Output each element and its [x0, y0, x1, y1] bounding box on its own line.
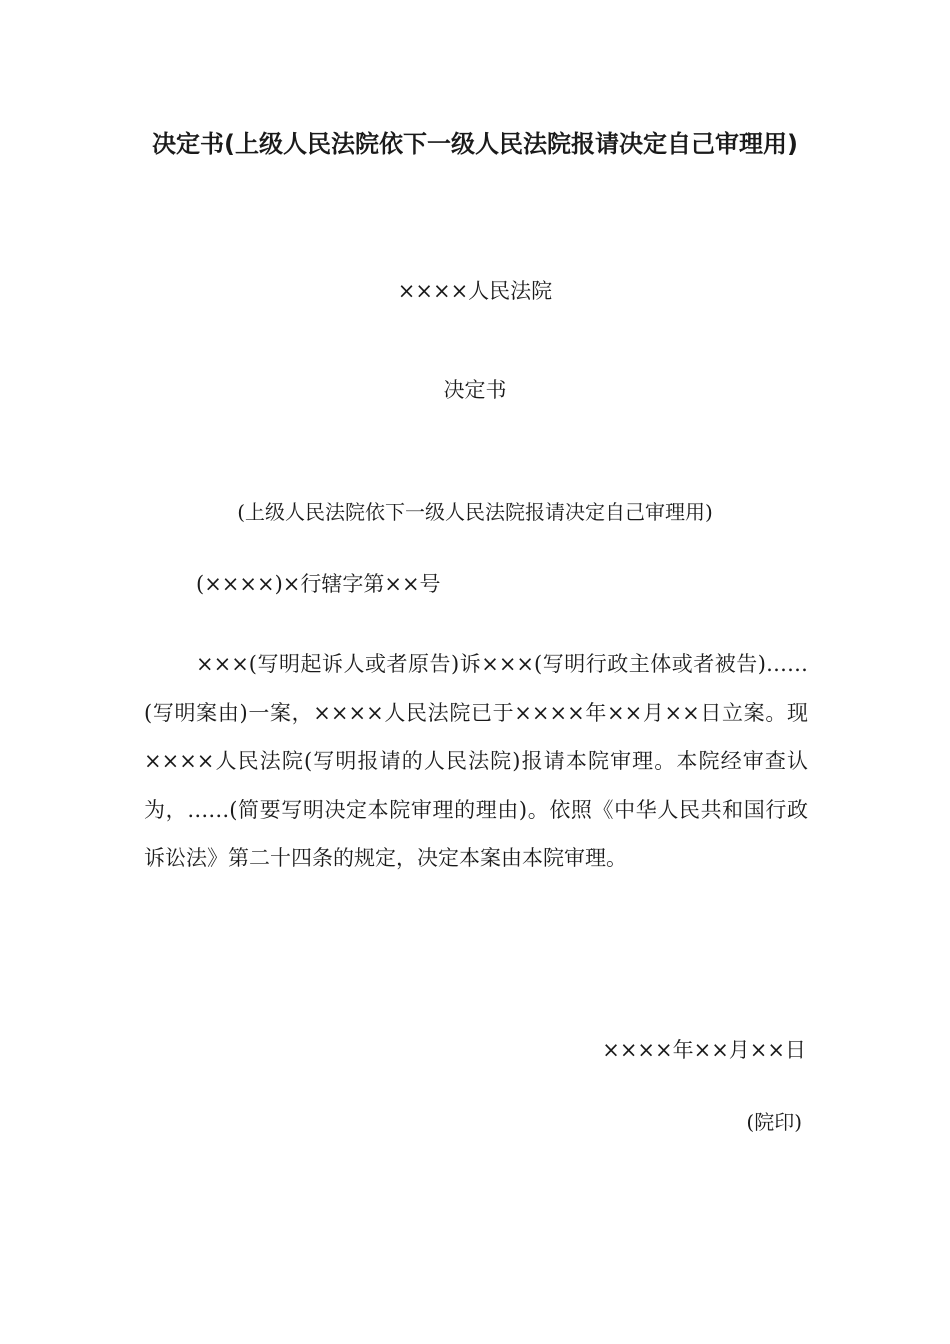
document-type: 决定书 [443, 378, 507, 402]
court-name: ××××人民法院 [397, 279, 553, 303]
document-title: 决定书(上级人民法院依下一级人民法院报请决定自己审理用) [152, 130, 798, 158]
court-seal-note: (院印) [746, 1110, 802, 1134]
usage-note: (上级人民法院依下一级人民法院报请决定自己审理用) [237, 500, 713, 524]
case-number: (××××)×行辖字第××号 [196, 572, 441, 596]
body-paragraph: ×××(写明起诉人或者原告)诉×××(写明行政主体或者被告)……(写明案由)一案，××××人民法院已于××××年××月××日立案。现××××人民法院(写明报请的人民法院)报请本院审理。本院经审查认为，……(简要写明决定本院审理的理由)。依照《中华人民共和国行政诉讼法》第二十四条的规定，决定本案由本院审理。 [144, 652, 808, 870]
decision-date: ××××年××月××日 [602, 1038, 806, 1062]
